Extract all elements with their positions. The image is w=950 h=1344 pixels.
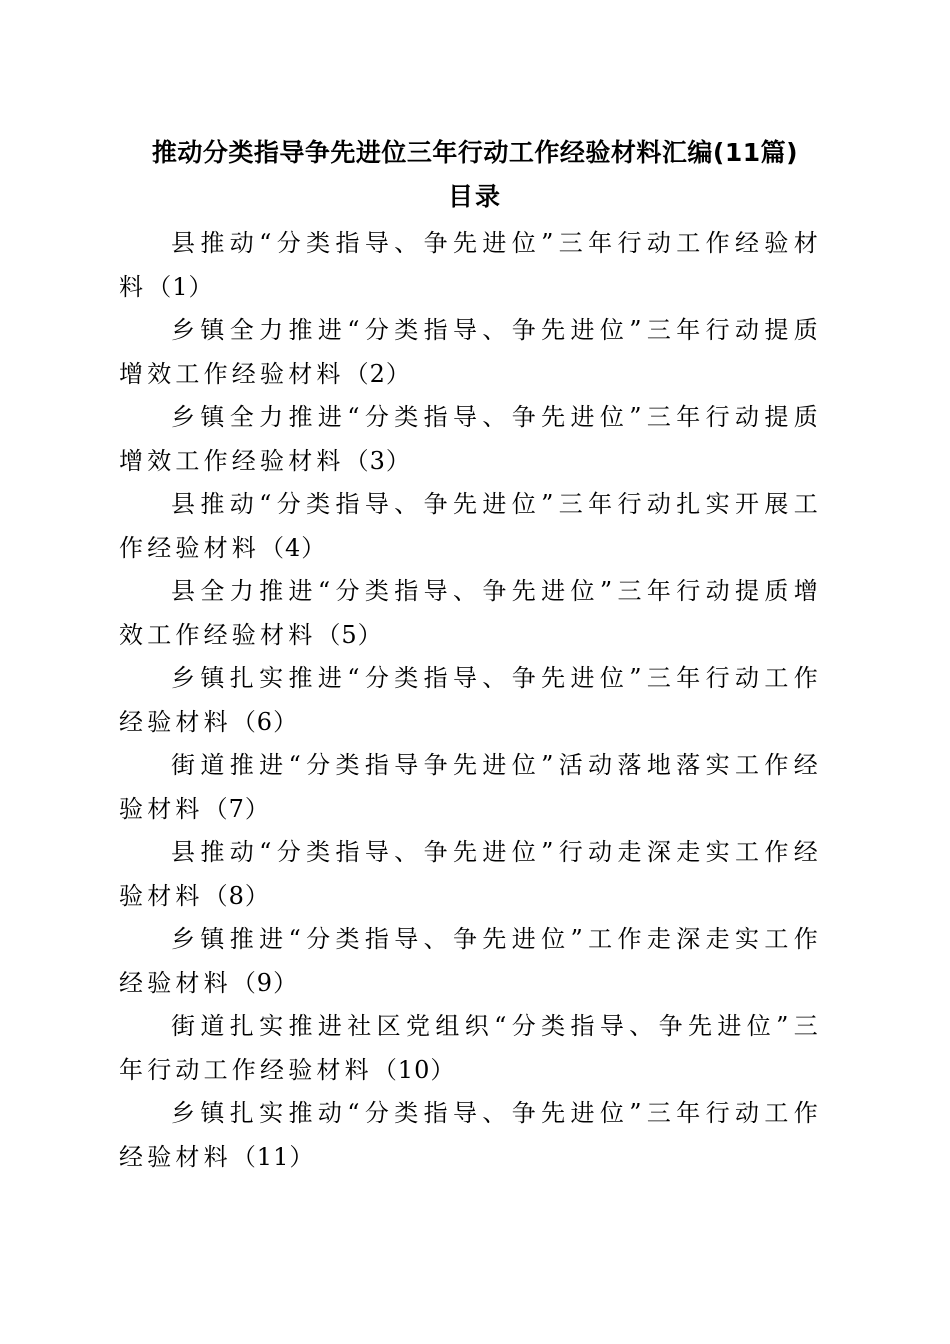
toc-item-text: 县推动“分类指导、争先进位”行动走深走实工作经验材料	[119, 838, 822, 910]
toc-item-1[interactable]	[119, 222, 822, 309]
toc-item-text: 乡镇扎实推动“分类指导、争先进位”三年行动工作经验材料	[119, 1099, 822, 1171]
toc-item-number: （3）	[344, 446, 411, 475]
toc-item-number: （1）	[147, 272, 214, 301]
toc-item-number: （11）	[231, 1142, 315, 1171]
toc-item-number: （5）	[316, 620, 383, 649]
toc-item-text: 乡镇扎实推进“分类指导、争先进位”三年行动工作经验材料	[119, 664, 822, 736]
table-of-contents	[119, 222, 822, 1179]
toc-item-10[interactable]	[119, 1005, 822, 1092]
toc-item-text: 街道推进“分类指导争先进位”活动落地落实工作经验材料	[119, 751, 822, 823]
toc-item-5[interactable]	[119, 570, 822, 657]
toc-heading: 目录	[447, 182, 502, 211]
toc-item-2[interactable]	[119, 309, 822, 396]
document-title: 推动分类指导争先进位三年行动工作经验材料汇编(11篇)	[151, 138, 799, 167]
toc-item-text: 乡镇推进“分类指导、争先进位”工作走深走实工作经验材料	[119, 925, 822, 997]
toc-item-text: 县推动“分类指导、争先进位”三年行动扎实开展工作经验材料	[119, 490, 822, 562]
toc-item-7[interactable]	[119, 744, 822, 831]
toc-item-number: （4）	[260, 533, 327, 562]
toc-item-number: （6）	[231, 707, 299, 736]
toc-item-3[interactable]	[119, 396, 822, 483]
toc-item-number: （9）	[231, 968, 299, 997]
toc-item-4[interactable]	[119, 483, 822, 570]
toc-item-text: 街道扎实推进社区党组织“分类指导、争先进位”三年行动工作经验材料	[119, 1012, 822, 1084]
toc-item-number: （7）	[203, 794, 270, 823]
toc-item-text: 县推动“分类指导、争先进位”三年行动工作经验材料	[119, 229, 822, 301]
toc-item-number: （10）	[372, 1055, 456, 1084]
toc-item-number: （8）	[203, 881, 270, 910]
toc-item-text: 乡镇全力推进“分类指导、争先进位”三年行动提质增效工作经验材料	[119, 316, 822, 388]
toc-item-text: 乡镇全力推进“分类指导、争先进位”三年行动提质增效工作经验材料	[119, 403, 822, 475]
toc-item-number: （2）	[344, 359, 411, 388]
toc-item-8[interactable]	[119, 831, 822, 918]
toc-item-6[interactable]	[119, 657, 822, 744]
toc-item-9[interactable]	[119, 918, 822, 1005]
toc-item-text: 县全力推进“分类指导、争先进位”三年行动提质增效工作经验材料	[119, 577, 822, 649]
toc-item-11[interactable]	[119, 1092, 822, 1179]
